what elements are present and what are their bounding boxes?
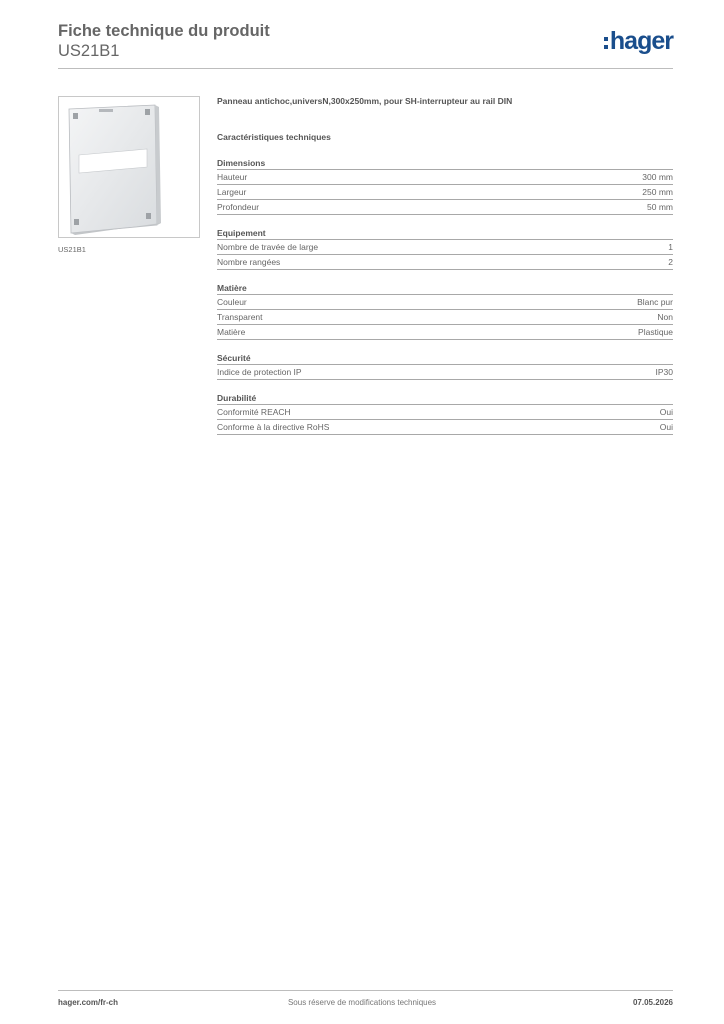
product-image [58,96,200,238]
page-header [58,20,673,70]
spec-label: Couleur [217,297,247,307]
spec-label: Nombre de travée de large [217,242,319,252]
spec-row [217,200,673,215]
spec-row [217,405,673,420]
product-panel-icon [59,97,199,237]
footer-disclaimer: Sous réserve de modifications techniques [287,998,437,1007]
logo-text: hager [609,27,673,55]
section-title: Equipement [217,227,673,240]
document-title: Fiche technique du produit [58,22,270,40]
spec-value: 50 mm [647,202,673,212]
footer-website-link[interactable]: hager.com/fr-ch [58,998,119,1007]
spec-value: Oui [659,422,673,432]
product-details [217,96,673,435]
spec-row [217,185,673,200]
spec-value: Oui [659,407,673,417]
spec-label: Hauteur [217,172,248,182]
hager-logo [604,28,673,54]
section-title: Matière [217,282,673,295]
header-divider [58,68,673,69]
spec-value: Non [657,312,673,322]
section-equipement [217,227,673,270]
spec-row [217,295,673,310]
spec-label: Transparent [217,312,263,322]
section-securite [217,352,673,380]
spec-row [217,170,673,185]
spec-label: Largeur [217,187,247,197]
spec-row [217,420,673,435]
section-title: Durabilité [217,392,673,405]
spec-label: Nombre rangées [217,257,281,267]
spec-value: Blanc pur [637,297,673,307]
spec-row [217,255,673,270]
product-description: Panneau antichoc,universN,300x250mm, pour SH-interrupteur au rail DIN [217,96,513,106]
spec-label: Indice de protection IP [217,367,302,377]
spec-value: IP30 [655,367,673,377]
spec-label: Matière [217,327,246,337]
spec-row [217,310,673,325]
section-title: Sécurité [217,352,673,365]
product-image-caption: US21B1 [58,245,86,254]
spec-row [217,325,673,340]
section-matiere [217,282,673,340]
technical-characteristics-heading: Caractéristiques techniques [217,132,331,142]
spec-value: 1 [668,242,673,252]
spec-value: 300 mm [642,172,673,182]
product-reference: US21B1 [58,42,120,60]
section-dimensions [217,157,673,215]
section-title: Dimensions [217,157,673,170]
spec-value: 2 [668,257,673,267]
spec-label: Conformité REACH [217,407,291,417]
footer-date: 07.05.2026 [632,998,673,1007]
spec-label: Profondeur [217,202,260,212]
section-durabilite [217,392,673,435]
spec-row [217,240,673,255]
spec-row [217,365,673,380]
spec-value: 250 mm [642,187,673,197]
spec-value: Plastique [638,327,673,337]
spec-label: Conforme à la directive RoHS [217,422,330,432]
logo-dots-icon [604,37,608,49]
footer-divider [58,990,673,991]
